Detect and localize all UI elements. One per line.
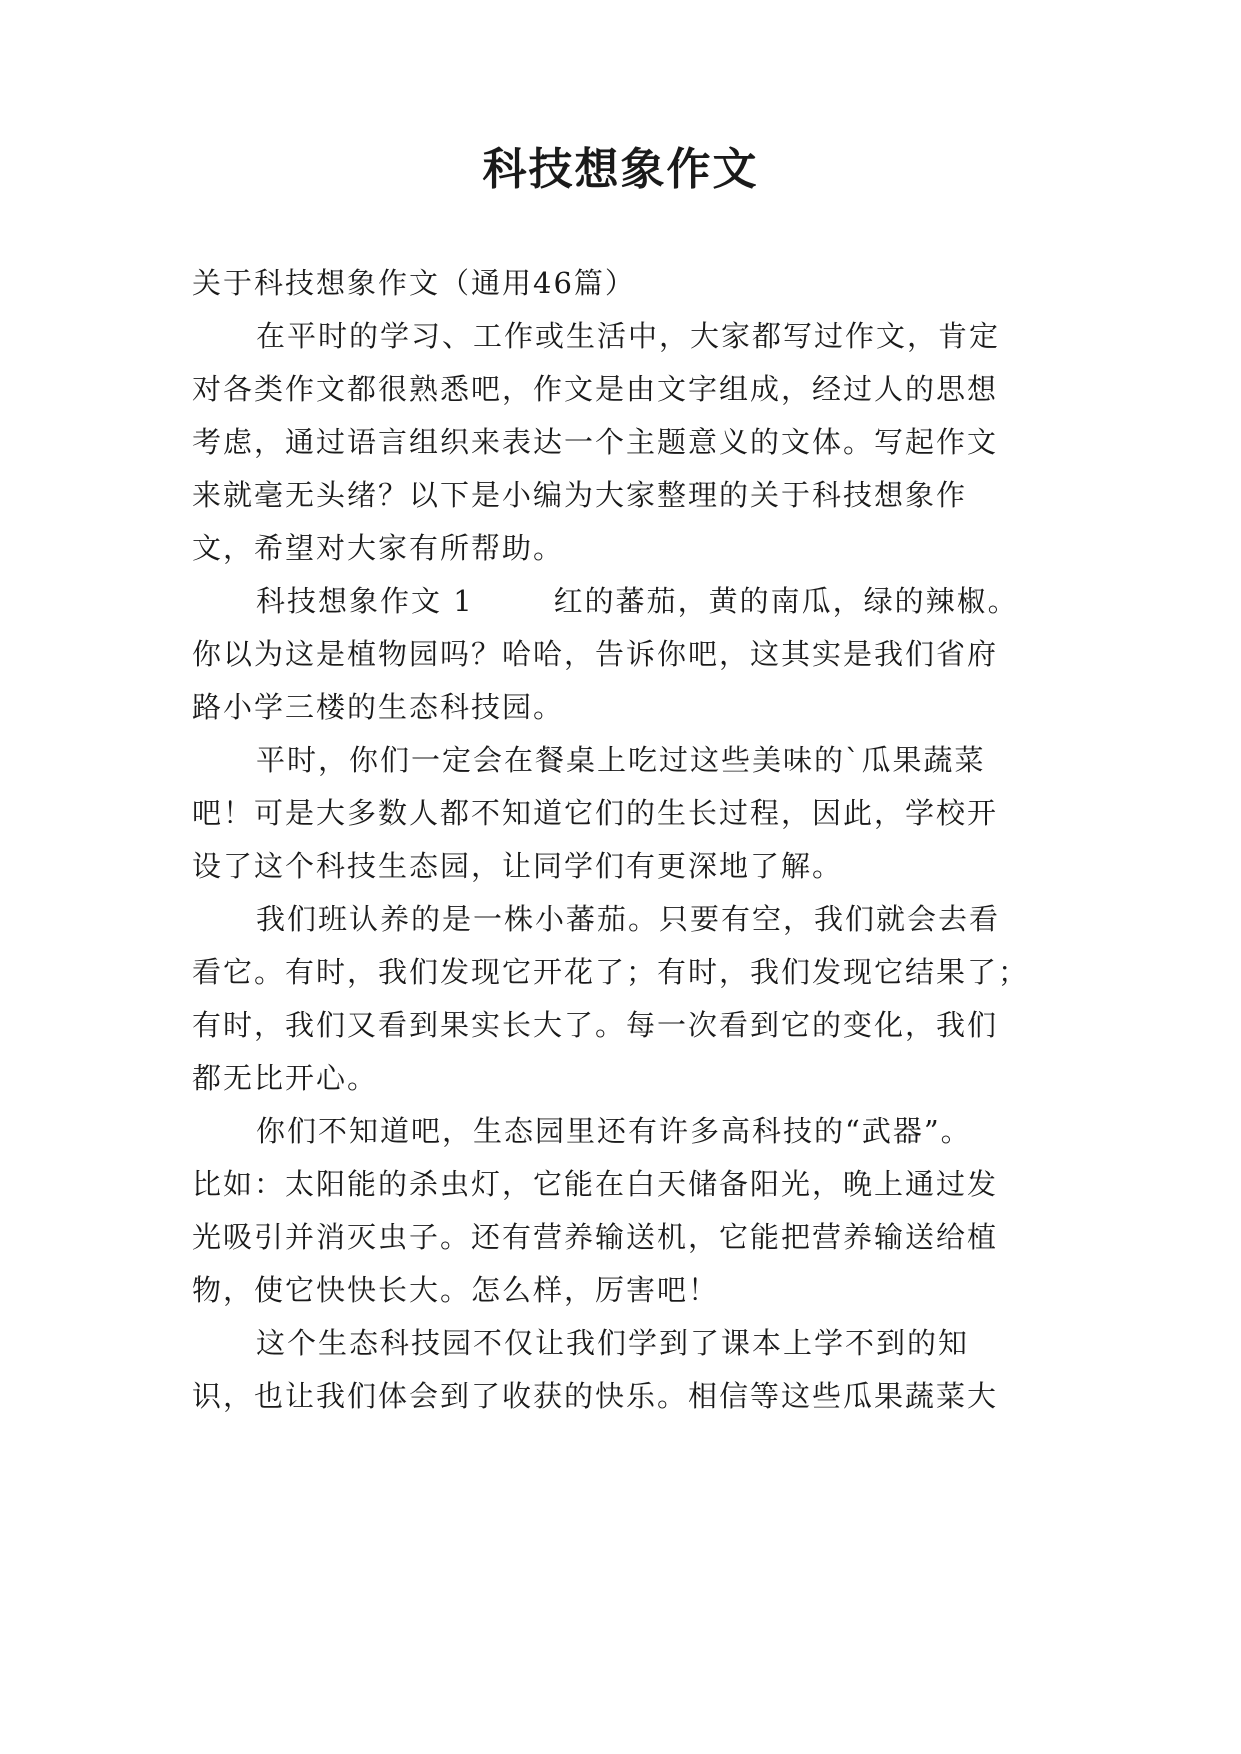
paragraph-line: 看它。有时，我们发现它开花了；有时，我们发现它结果了；	[192, 955, 1030, 989]
paragraph-line: 你以为这是植物园吗？哈哈，告诉你吧，这其实是我们省府	[192, 637, 999, 671]
paragraph-line: 光吸引并消灭虫子。还有营养输送机，它能把营养输送给植	[192, 1220, 999, 1254]
paragraph-line: 考虑，通过语言组织来表达一个主题意义的文体。写起作文	[192, 425, 999, 459]
section-heading-line	[256, 584, 1019, 618]
document-title: 科技想象作文	[482, 144, 759, 195]
paragraph-line: 路小学三楼的生态科技园。	[192, 690, 565, 724]
paragraph-line: 在平时的学习、工作或生活中，大家都写过作文，肯定	[256, 319, 1001, 353]
paragraph-line: 这个生态科技园不仅让我们学到了课本上学不到的知	[256, 1326, 970, 1360]
paragraph-line: 设了这个科技生态园，让同学们有更深地了解。	[192, 849, 844, 883]
section-heading: 科技想象作文 1	[256, 584, 474, 618]
paragraph-line: 来就毫无头绪？以下是小编为大家整理的关于科技想象作	[192, 478, 968, 512]
paragraph-line: 我们班认养的是一株小蕃茄。只要有空，我们就会去看	[256, 902, 1001, 936]
paragraph-line: 有时，我们又看到果实长大了。每一次看到它的变化，我们	[192, 1008, 999, 1042]
subtitle-line: 关于科技想象作文（通用46篇）	[192, 266, 636, 300]
paragraph-line: 物，使它快快长大。怎么样，厉害吧！	[192, 1273, 720, 1307]
paragraph-line: 比如：太阳能的杀虫灯，它能在白天储备阳光，晚上通过发	[192, 1167, 999, 1201]
paragraph-line: 你们不知道吧，生态园里还有许多高科技的“武器”。	[256, 1114, 972, 1148]
paragraph-line: 识，也让我们体会到了收获的快乐。相信等这些瓜果蔬菜大	[192, 1379, 999, 1413]
paragraph-line: 文，希望对大家有所帮助。	[192, 531, 565, 565]
paragraph-line: 吧！可是大多数人都不知道它们的生长过程，因此，学校开	[192, 796, 999, 830]
section-first-sentence: 红的蕃茄，黄的南瓜，绿的辣椒。	[553, 584, 1019, 618]
paragraph-line: 都无比开心。	[192, 1061, 379, 1095]
paragraph-line: 平时，你们一定会在餐桌上吃过这些美味的`瓜果蔬菜	[256, 743, 986, 777]
paragraph-line: 对各类作文都很熟悉吧，作文是由文字组成，经过人的思想	[192, 372, 999, 406]
